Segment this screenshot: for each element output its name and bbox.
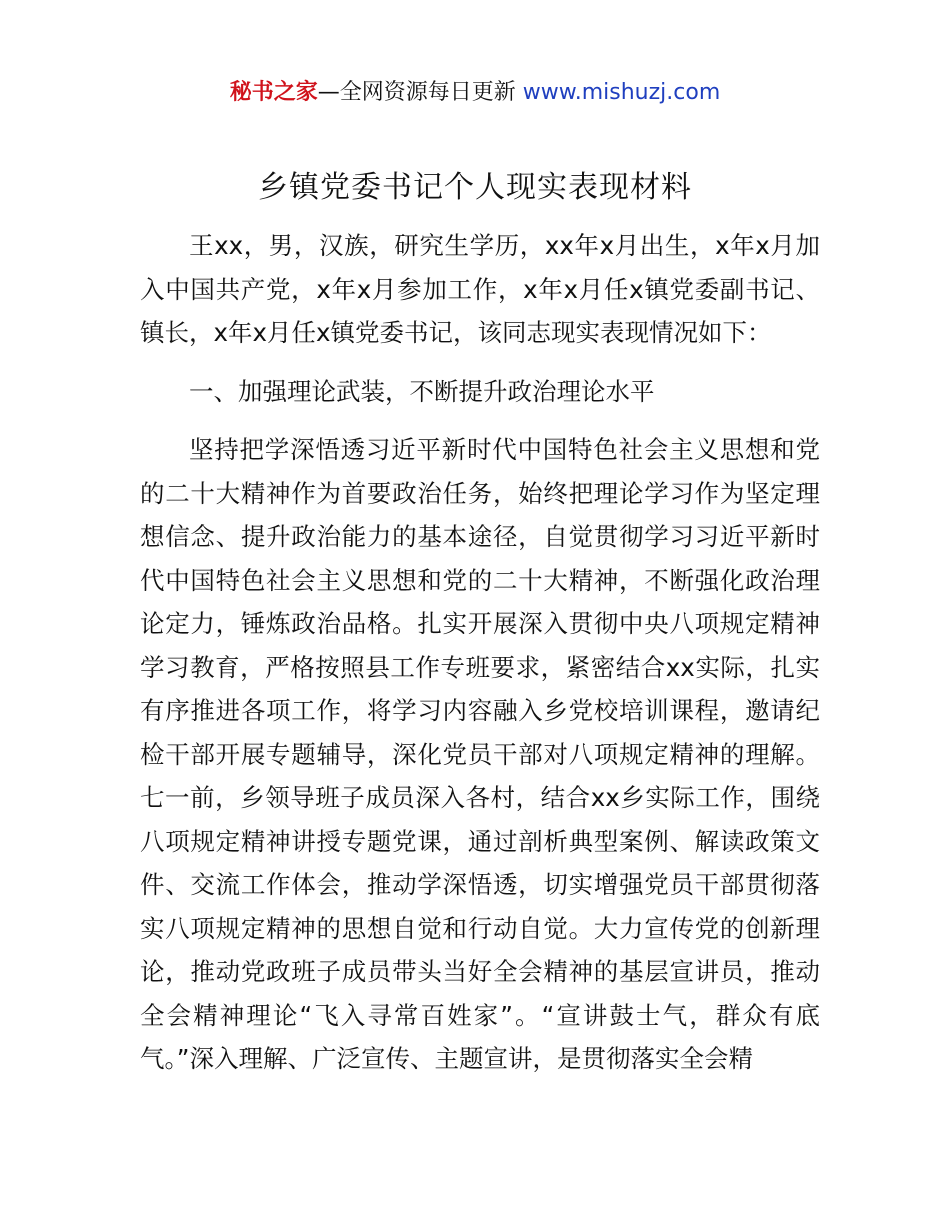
header-tagline: —全网资源每日更新 — [317, 80, 523, 105]
brand-name: 秘书之家 — [229, 80, 318, 105]
section-heading: 一、加强理论武装，不断提升政治理论水平 — [189, 376, 655, 406]
paragraph-spacer — [140, 413, 820, 428]
site-url-link[interactable]: www.mishuzj.com — [522, 80, 721, 105]
section-body-paragraph: 坚持把学深悟透习近平新时代中国特色社会主义思想和党的二十大精神作为首要政治任务，始终把理论学习作为坚定理想信念、提升政治能力的基本途径，自觉贯彻学习习近平新时代中国特色社会主义思想和党的二十大精神，不断强化政治理论定力，锤炼政治品格。扎实开展深入贯彻中央八项规定精神学习教育，严格按照县工作专班要求，紧密结合xx实际，扎实有序推进各项工作，将学习内容融入乡党校培训课程，邀请纪检干部开展专题辅导，深化党员干部对八项规定精神的理解。七一前，乡领导班子成员深入各村，结合xx乡实际工作，围绕八项规定精神讲授专题党课，通过剖析典型案例、解读政策文件、交流工作体会，推动学深悟透，切实增强党员干部贯彻落实八项规定精神的思想自觉和行动自觉。大力宣传党的创新理论，推动党政班子成员带头当好全会精神的基层宣讲员，推动全会精神理论“飞入寻常百姓家”。“宣讲鼓士气，群众有底气。”深入理解、广泛宣传、主题宣讲，是贯彻落实全会精 — [140, 435, 820, 1073]
intro-paragraph: 王xx，男，汉族，研究生学历，xx年x月出生，x年x月加入中国共产党，x年x月参加工作，x年x月任x镇党委副书记、镇长，x年x月任x镇党委书记，该同志现实表现情况如下： — [140, 231, 820, 347]
site-header — [0, 78, 950, 108]
document-title: 乡镇党委书记个人现实表现材料 — [258, 170, 692, 205]
document-body — [140, 224, 820, 1081]
paragraph-spacer — [140, 355, 820, 370]
